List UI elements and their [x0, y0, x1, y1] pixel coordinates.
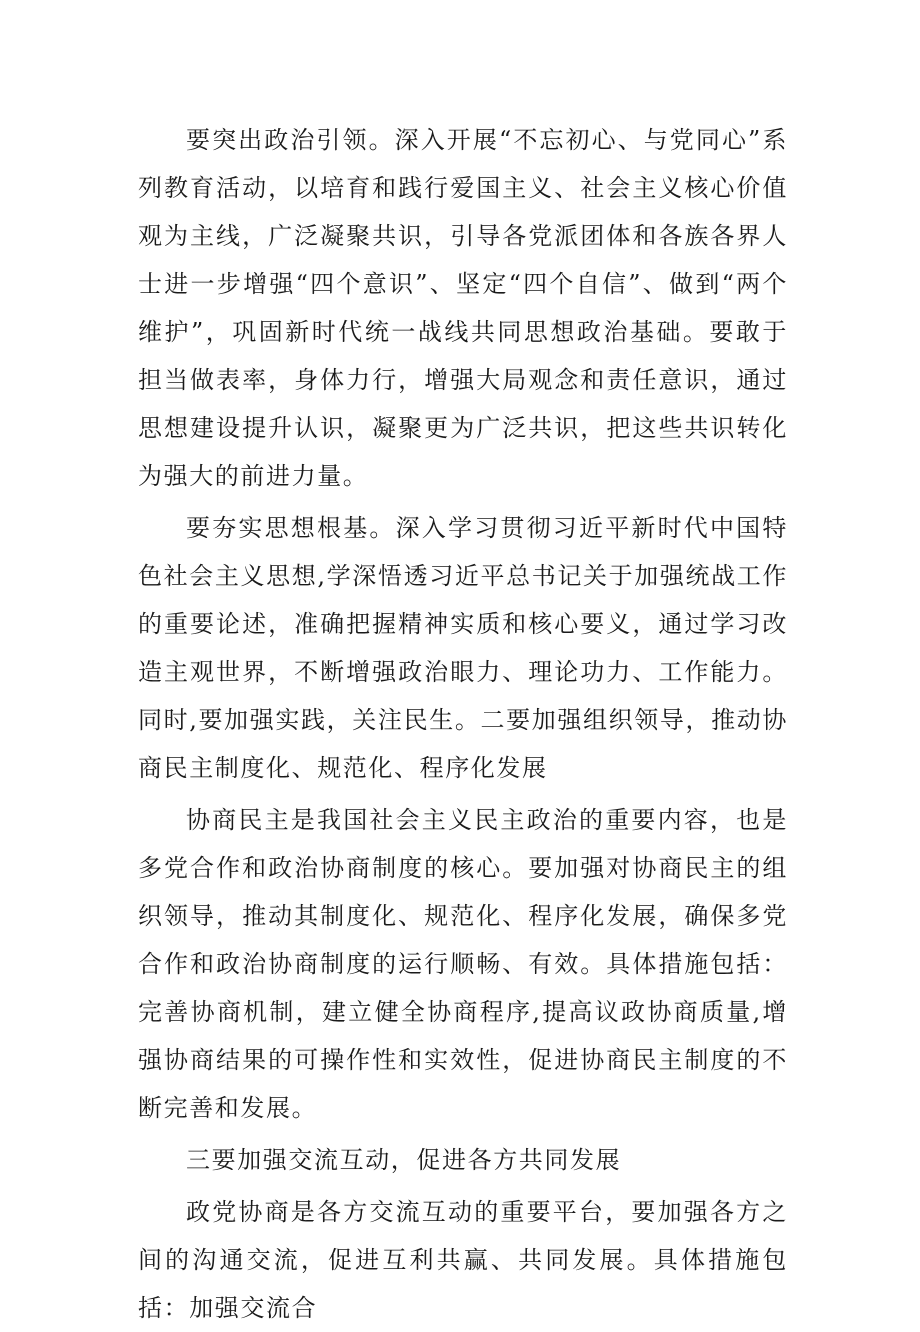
paragraph-ideological-foundation: 要夯实思想根基。深入学习贯彻习近平新时代中国特色社会主义思想,学深悟透习近平总书记关于加强统战工作的重要论述，准确把握精神实质和核心要义，通过学习改造主观世界，不断增强政治眼力、理论功力、工作能力。同时,要加强实践，关注民生。二要加强组织领导，推动协商民主制度化、规范化、程序化发展 [138, 514, 788, 782]
paragraph-party-consultation: 政党协商是各方交流互动的重要平台，要加强各方之间的沟通交流，促进互利共赢、共同发展。具体措施包括：加强交流合 [138, 1198, 788, 1322]
paragraph-political-leadership: 要突出政治引领。深入开展“不忘初心、与党同心”系列教育活动，以培育和践行爱国主义、社会主义核心价值观为主线，广泛凝聚共识，引导各党派团体和各族各界人士进一步增强“四个意识”、坚定“四个自信”、做到“两个维护”，巩固新时代统一战线共同思想政治基础。要敢于担当做表率，身体力行，增强大局观念和责任意识，通过思想建设提升认识，凝聚更为广泛共识，把这些共识转化为强大的前进力量。 [138, 126, 788, 490]
paragraph-heading-exchange: 三要加强交流互动，促进各方共同发展 [186, 1146, 622, 1174]
paragraph-consultative-democracy: 协商民主是我国社会主义民主政治的重要内容，也是多党合作和政治协商制度的核心。要加强对协商民主的组织领导，推动其制度化、规范化、程序化发展，确保多党合作和政治协商制度的运行顺畅、有效。具体措施包括：完善协商机制，建立健全协商程序,提高议政协商质量,增强协商结果的可操作性和实效性，促进协商民主制度的不断完善和发展。 [138, 806, 788, 1122]
document-body [138, 116, 788, 1332]
